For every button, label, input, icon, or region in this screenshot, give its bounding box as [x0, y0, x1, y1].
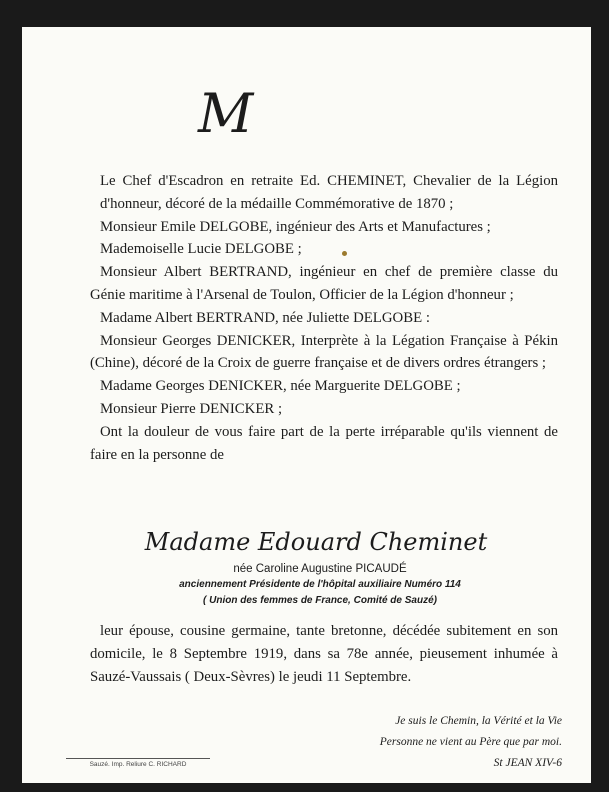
announcer-line: Mademoiselle Lucie DELGOBE ; — [100, 241, 302, 258]
printer-imprint: Sauzé. Imp. Reliure C. RICHARD — [66, 758, 210, 768]
quote-line: Personne ne vient au Père que par moi. — [379, 736, 562, 748]
quote-reference: St JEAN XIV-6 — [493, 757, 562, 769]
closing-block — [90, 620, 558, 688]
maiden-name: née Caroline Augustine PICAUDÉ — [233, 563, 407, 575]
announcer-line: Monsieur Pierre DENICKER ; — [100, 400, 283, 417]
deceased-name: Madame Edouard Cheminet — [144, 528, 488, 556]
deceased-details — [122, 561, 518, 609]
announcer-line: Monsieur Albert BERTRAND, ingénieur en chef de première classe du Génie maritime à l'Arsenal de Toulon, Officier de la Légion d'honneur ; — [90, 264, 558, 303]
announcer-line: Le Chef d'Escadron en retraite Ed. CHEMINET, Chevalier de la Légion d'honneur, décoré de la médaille Commémorative de 1870 ; — [100, 173, 558, 212]
quote-line: Je suis le Chemin, la Vérité et la Vie — [395, 715, 562, 727]
announcer-line: Monsieur Georges DENICKER, Interprète à la Légation Française à Pékin (Chine), décoré de la Croix de guerre française et de divers ordres étrangers ; — [90, 332, 558, 372]
announcement-card — [22, 27, 591, 783]
monogram: M — [198, 82, 255, 145]
announcer-line: Madame Georges DENICKER, née Marguerite DELGOBE ; — [100, 378, 461, 395]
announcers-block — [90, 170, 558, 466]
organization: ( Union des femmes de France, Comité de Sauzé) — [203, 595, 437, 606]
scripture-quote — [352, 711, 562, 774]
announcer-line: Ont la douleur de vous faire part de la perte irréparable qu'ils viennent de faire en la personne de — [90, 423, 558, 463]
former-role: anciennement Présidente de l'hôpital auxiliaire Numéro 114 — [179, 579, 461, 590]
closing-paragraph: leur épouse, cousine germaine, tante bretonne, décédée subitement en son domicile, le 8 Septembre 1919, dans sa 78e année, pieusement inhumée à Sauzé-Vaussais ( Deux-Sèvres) le jeudi 11 Septembre. — [90, 623, 558, 685]
announcer-line: Monsieur Emile DELGOBE, ingénieur des Arts et Manufactures ; — [100, 218, 491, 235]
announcer-line: Madame Albert BERTRAND, née Juliette DELGOBE : — [100, 309, 430, 326]
